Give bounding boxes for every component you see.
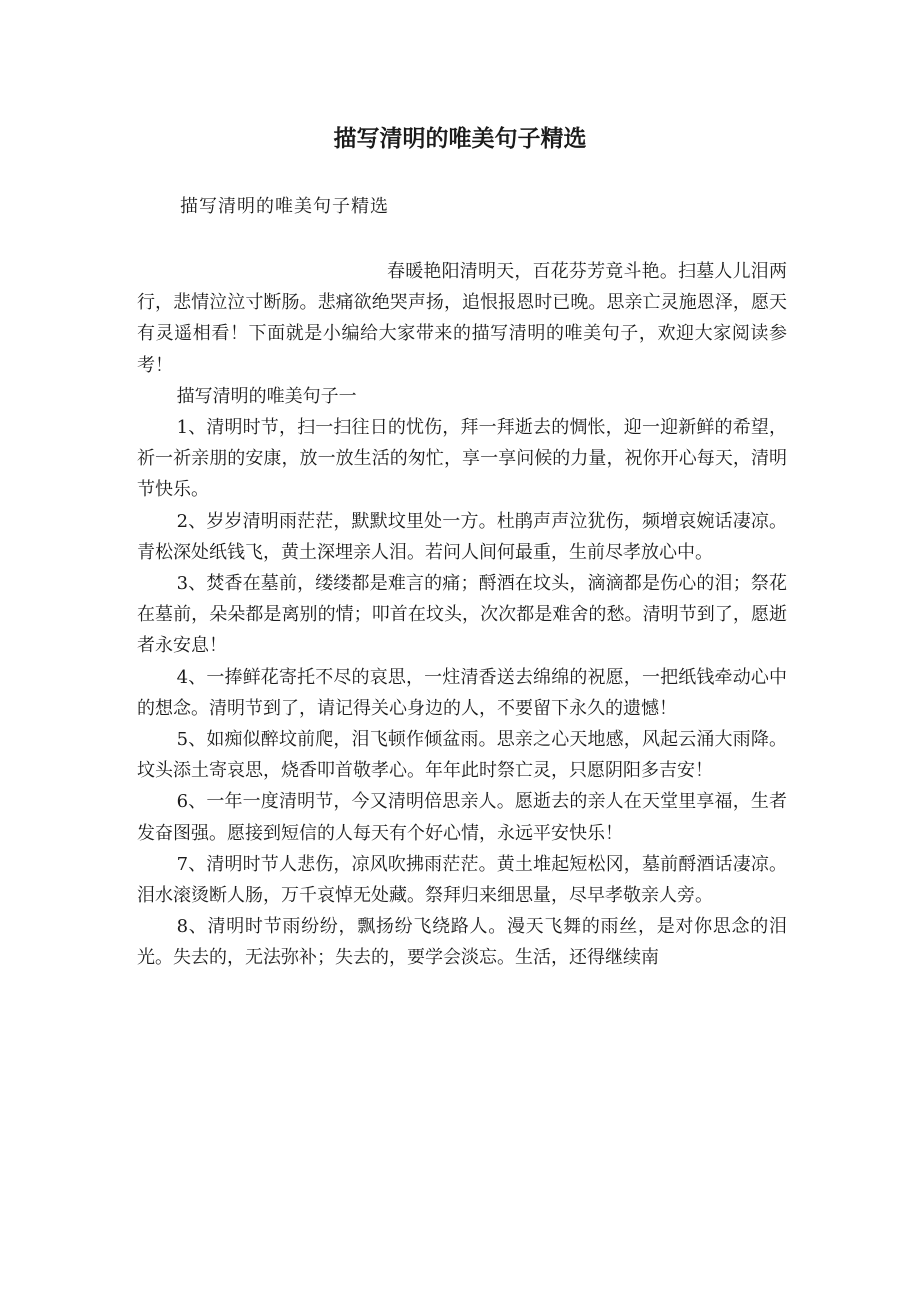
document-subtitle: 描写清明的唯美句子精选 [180, 196, 389, 217]
document-title: 描写清明的唯美句子精选 [333, 126, 587, 152]
section-heading: 描写清明的唯美句子一 [176, 385, 357, 407]
list-item: 5、如痴似醉坟前爬，泪飞顿作倾盆雨。思亲之心天地感，风起云涌大雨降。坟头添土寄哀思，烧香叩首敬孝心。年年此时祭亡灵，只愿阴阳多吉安！ [137, 729, 787, 782]
list-item: 3、焚香在墓前，缕缕都是难言的痛；酹酒在坟头，滴滴都是伤心的泪；祭花在墓前，朵朵都是离别的情；叩首在坟头，次次都是难舍的愁。清明节到了，愿逝者永安息！ [137, 573, 787, 657]
list-item: 7、清明时节人悲伤，凉风吹拂雨茫茫。黄土堆起短松冈，墓前酹酒话凄凉。泪水滚烫断人肠，万千哀悼无处藏。祭拜归来细思量，尽早孝敬亲人旁。 [137, 853, 787, 907]
list-item: 8、清明时节雨纷纷，飘扬纷飞绕路人。漫天飞舞的雨丝，是对你思念的泪光。失去的，无法弥补；失去的，要学会淡忘。生活，还得继续南 [137, 916, 787, 969]
document-body [137, 256, 787, 974]
intro-paragraph: 春暖艳阳清明天，百花芬芳竟斗艳。扫墓人儿泪两行，悲情泣泣寸断肠。悲痛欲绝哭声扬，追恨报恩时已晚。思亲亡灵施恩泽，愿天有灵遥相看！下面就是小编给大家带来的描写清明的唯美句子，欢迎大家阅读参考！ [137, 261, 787, 376]
list-item: 4、一捧鲜花寄托不尽的哀思，一炷清香送去绵绵的祝愿，一把纸钱牵动心中的想念。清明节到了，请记得关心身边的人，不要留下永久的遗憾！ [137, 666, 787, 719]
list-item: 1、清明时节，扫一扫往日的忧伤，拜一拜逝去的惆怅，迎一迎新鲜的希望，祈一祈亲朋的安康，放一放生活的匆忙，享一享问候的力量，祝你开心每天，清明节快乐。 [137, 417, 787, 501]
list-item: 2、岁岁清明雨茫茫，默默坟里处一方。杜鹃声声泣犹伤，频增哀婉话凄凉。青松深处纸钱飞，黄土深埋亲人泪。若问人间何最重，生前尽孝放心中。 [137, 510, 787, 563]
list-item: 6、一年一度清明节，今又清明倍思亲人。愿逝去的亲人在天堂里享福，生者发奋图强。愿接到短信的人每天有个好心情，永远平安快乐！ [137, 791, 787, 844]
